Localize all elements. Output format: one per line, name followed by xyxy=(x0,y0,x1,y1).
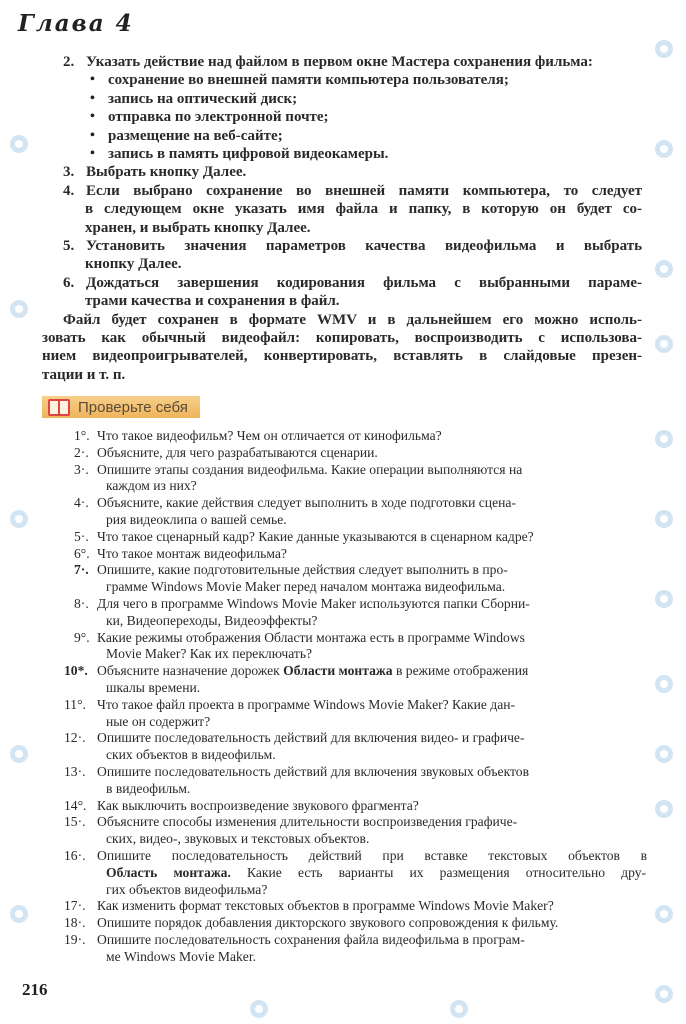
question-number: 6°. xyxy=(74,545,90,561)
question-text: Что такое файл проекта в программе Windows Movie Maker? Какие дан- xyxy=(97,696,516,712)
step-text: Дождаться завершения кодирования фильма с выбранными параме- xyxy=(86,274,642,291)
question-text: ные он содержит? xyxy=(106,713,211,729)
watermark-logo-icon xyxy=(655,675,673,693)
question-text xyxy=(106,865,646,881)
step-text: Установить значения параметров качества видеофильма и выбрать xyxy=(86,238,642,254)
watermark-logo-icon xyxy=(655,260,673,278)
bullet-icon: • xyxy=(90,127,95,143)
watermark-logo-icon xyxy=(655,40,673,58)
question-text: ских, видео-, звуковых и текстовых объектов. xyxy=(106,831,370,847)
question-text: Как выключить воспроизведение звукового фрагмента? xyxy=(97,797,419,813)
question-text: Объясните способы изменения длительности воспроизведения графиче- xyxy=(97,814,518,830)
watermark-logo-icon xyxy=(655,335,673,353)
step-text: запись в память цифровой видеокамеры. xyxy=(108,146,389,162)
question-text: грамме Windows Movie Maker перед началом монтажа видеофильма. xyxy=(106,579,506,595)
question-text: Для чего в программе Windows Movie Maker используются папки Сборни- xyxy=(97,596,530,611)
step-number: 5. xyxy=(63,238,75,254)
watermark-logo-icon xyxy=(655,800,673,818)
step-text: нием видеопроигрывателей, конвертировать, вставлять в слайдовые презен- xyxy=(42,348,642,365)
watermark-logo-icon xyxy=(10,510,28,528)
step-text: в следующем окне указать имя файла и папку, в которую он будет со- xyxy=(85,201,642,218)
step-number: 3. xyxy=(63,164,75,181)
bold-term: Области монтажа xyxy=(283,663,393,679)
question-number: 9°. xyxy=(74,629,90,645)
watermark-logo-icon xyxy=(10,745,28,763)
question-text: Опишите этапы создания видеофильма. Какие операции выполняются на xyxy=(97,461,523,477)
step-text: сохранение во внешней памяти компьютера пользователя; xyxy=(108,72,509,89)
watermark-logo-icon xyxy=(655,905,673,923)
question-number: 7·. xyxy=(74,562,89,578)
question-number: 17·. xyxy=(64,898,86,914)
question-text: шкалы времени. xyxy=(106,680,201,695)
question-number: 4·. xyxy=(74,495,89,511)
step-text: Указать действие над файлом в первом окне Мастера сохранения фильма: xyxy=(86,54,593,70)
question-text: Объясните, для чего разрабатываются сценарии. xyxy=(97,444,378,460)
question-text: Что такое сценарный кадр? Какие данные указываются в сценарном кадре? xyxy=(97,528,534,544)
bullet-icon: • xyxy=(90,72,95,88)
step-number: 6. xyxy=(63,274,75,291)
bullet-icon: • xyxy=(90,90,95,106)
check-yourself-title: Проверьте себя xyxy=(78,398,188,416)
watermark-logo-icon xyxy=(10,905,28,923)
question-text: гих объектов видеофильма? xyxy=(106,881,268,897)
step-number: 2. xyxy=(63,54,75,70)
book-icon xyxy=(48,399,70,416)
bullet-icon: • xyxy=(90,146,95,161)
watermark-logo-icon xyxy=(655,140,673,158)
question-number: 3·. xyxy=(74,461,89,477)
watermark-logo-icon xyxy=(655,985,673,1003)
step-text: Если выбрано сохранение во внешней памяти компьютера, то следует xyxy=(86,182,642,199)
bold-term: Область монтажа. xyxy=(106,864,231,880)
step-text: трами качества и сохранения в файл. xyxy=(85,293,340,310)
watermark-logo-icon xyxy=(450,1000,468,1018)
question-text: Опишите последовательность сохранения файла видеофильма в програм- xyxy=(97,932,525,947)
question-text xyxy=(97,663,528,679)
step-text: тации и т. п. xyxy=(42,366,126,383)
step-text: зовать как обычный видеофайл: копировать, воспроизводить с использова- xyxy=(42,330,642,346)
question-text-segment: в режиме отображения xyxy=(392,663,529,679)
question-text: в видеофильм. xyxy=(106,780,191,796)
question-text: Опишите последовательность действий при вставке текстовых объектов в xyxy=(97,848,647,863)
watermark-logo-icon xyxy=(10,135,28,153)
page-number: 216 xyxy=(22,980,48,999)
question-number: 19·. xyxy=(64,932,86,947)
question-text: Movie Maker? Как их переключать? xyxy=(106,646,313,662)
question-text-segment: Какие есть варианты их размещения относительно дру- xyxy=(230,864,647,880)
question-number: 13·. xyxy=(64,764,86,779)
question-text: Опишите порядок добавления дикторского звукового сопровождения к фильму. xyxy=(97,915,559,931)
question-text: Объясните, какие действия следует выполнить в ходе подготовки сцена- xyxy=(97,495,516,511)
step-text: запись на оптический диск; xyxy=(108,90,298,107)
step-text: отправка по электронной почте; xyxy=(108,109,329,126)
question-number: 10*. xyxy=(64,663,88,679)
question-text: каждом из них? xyxy=(106,478,197,494)
chapter-heading: Глава 4 xyxy=(18,10,134,37)
check-yourself-banner xyxy=(42,396,200,418)
question-text: Какие режимы отображения Области монтажа есть в программе Windows xyxy=(97,629,525,645)
question-text: рия видеоклипа о вашей семье. xyxy=(106,512,287,527)
question-text-segment: Объясните назначение дорожек xyxy=(97,663,284,679)
watermark-logo-icon xyxy=(655,590,673,608)
question-number: 14°. xyxy=(64,797,87,813)
question-text: Опишите, какие подготовительные действия следует выполнить в про- xyxy=(97,562,508,578)
step-text: хранен, и выбрать кнопку Далее. xyxy=(85,219,311,236)
question-number: 15·. xyxy=(64,814,86,830)
question-number: 18·. xyxy=(64,915,86,931)
watermark-logo-icon xyxy=(10,300,28,318)
step-text: кнопку Далее. xyxy=(85,256,182,273)
question-text: Как изменить формат текстовых объектов в программе Windows Movie Maker? xyxy=(97,898,554,914)
bullet-icon: • xyxy=(90,109,95,125)
watermark-logo-icon xyxy=(655,430,673,448)
question-text: ме Windows Movie Maker. xyxy=(106,948,257,964)
question-number: 1°. xyxy=(74,428,90,443)
question-number: 11°. xyxy=(64,696,86,712)
question-text: Опишите последовательность действий для включения видео- и графиче- xyxy=(97,730,525,746)
question-number: 16·. xyxy=(64,848,86,863)
question-text: ских объектов в видеофильм. xyxy=(106,747,276,763)
question-text: Опишите последовательность действий для включения звуковых объектов xyxy=(97,764,529,779)
question-number: 2·. xyxy=(74,444,89,460)
question-text: Что такое видеофильм? Чем он отличается от кинофильма? xyxy=(97,428,442,443)
watermark-logo-icon xyxy=(250,1000,268,1018)
step-text: Выбрать кнопку Далее. xyxy=(86,164,247,181)
question-number: 12·. xyxy=(64,730,86,746)
question-number: 5·. xyxy=(74,528,89,544)
step-text: Файл будет сохранен в формате WMV и в дальнейшем его можно исполь- xyxy=(63,311,642,328)
question-number: 8·. xyxy=(74,596,89,611)
step-number: 4. xyxy=(63,182,75,199)
watermark-logo-icon xyxy=(655,510,673,528)
question-text: Что такое монтаж видеофильма? xyxy=(97,545,287,561)
watermark-logo-icon xyxy=(655,745,673,763)
step-text: размещение на веб-сайте; xyxy=(108,127,283,144)
question-text: ки, Видеопереходы, Видеоэффекты? xyxy=(106,612,318,628)
